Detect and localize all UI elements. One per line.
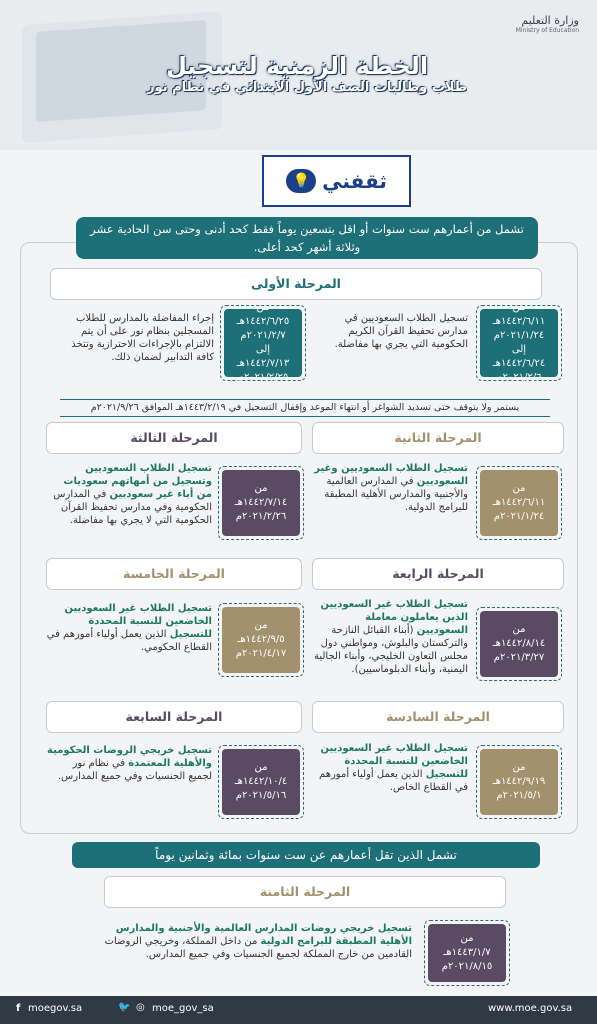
date-hijri: ١٤٤٢/٧/١٤هـ — [234, 497, 288, 508]
phase-3-desc — [46, 462, 212, 527]
intro-banner-2: تشمل الذين تقل أعمارهم عن ست سنوات بمائة وثمانين يوماً — [72, 842, 540, 868]
date-gregorian: ٢٠٢١/١/٢٤م — [493, 330, 545, 341]
date-gregorian: ٢٠٢١/١/٢٤م — [493, 511, 545, 522]
deadline-note: يستمر ولا يتوقف حتى تسديد الشواغر أو انتهاء الموعد وإقفال التسجيل في ١٤٤٣/٢/١٩هـ الموافق ٢٠٢١/٩/٢٦م — [60, 399, 550, 417]
date-gregorian: ٢٠٢١/٥/١م — [496, 790, 542, 801]
date-from-label: من — [512, 762, 526, 773]
phase-7-desc-text: في نظام نور لجميع الجنسيات وفي جميع المدارس. — [57, 758, 212, 782]
phase-1-desc-b: إجراء المفاضلة بالمدارس للطلاب المسجلين بنظام نور على أن يتم الالتزام بالإجراءات الاحترازية وتتخذ كافة التدابير لضمان ذلك. — [71, 313, 214, 363]
date-from-label: من — [254, 762, 268, 773]
phase-3-desc-highlight: تسجيل الطلاب السعوديين وتسجيل من أمهاتهم سعوديات من أباء غير سعوديين — [63, 463, 212, 500]
phase-2-desc-highlight: تسجيل الطلاب السعوديين وغير السعوديين — [314, 463, 468, 487]
phase-5-title: المرحلة الخامسة — [46, 558, 302, 590]
date-from-label: من — [512, 302, 526, 313]
facebook-icon[interactable]: f — [16, 1003, 21, 1014]
date-gregorian: ٢٠٢١/٥/١٦م — [235, 790, 287, 801]
phase-8-desc — [92, 922, 412, 961]
phase-5-desc-text: الذين يعمل أولياء أمورهم في القطاع الحكومي. — [46, 629, 212, 653]
phase-3-title: المرحلة الثالثة — [46, 422, 302, 454]
phase-6-title: المرحلة السادسة — [312, 701, 564, 733]
phase-3-desc-text: في المدارس الحكومية وفي مدارس تحفيظ القرآن الحكومية التي لا يجري بها مفاضلة. — [53, 489, 212, 526]
lightbulb-icon: 💡 — [286, 169, 316, 193]
phase-7-date — [218, 745, 304, 819]
phase-6-desc-highlight: تسجيل الطلاب غير السعوديين الخاضعين للنسبة المحددة للتسجيل — [320, 743, 468, 780]
phase-8-desc-highlight: تسجيل خريجي روضات المدارس العالمية والأجنبية والمدارس الأهلية المطبقة للبرامج الدولية — [115, 923, 412, 947]
date-from-label: من — [254, 620, 268, 631]
facebook-handle[interactable]: moegov.sa — [28, 1003, 83, 1014]
phase-4-desc — [312, 598, 468, 676]
brand-name: ثقفني — [322, 169, 387, 193]
date-gregorian: ٢٠٢١/٢/٢٦م — [235, 511, 287, 522]
date-from-label: من — [512, 624, 526, 635]
twitter-instagram-handle[interactable]: moe_gov_sa — [152, 1003, 214, 1014]
date-from-label: من — [254, 483, 268, 494]
phase-2-desc-text: في المدارس العالمية والأجنبية والمدارس الأهلية المطبقة للبرامج الدولية. — [324, 476, 468, 513]
date-hijri: ١٤٤٢/٦/٢٥هـ — [236, 316, 290, 327]
intro-banner: تشمل من أعمارهم ست سنوات أو اقل بتسعين يوماً فقط كحد أدنى وحتى سن الحادية عشر وثلاثة أشهر كحد أعلى. — [76, 217, 538, 259]
page-subtitle: طلاب وطالبات الصف الأول الابتدائي في نظام نور — [147, 80, 467, 95]
phase-4-date — [476, 607, 562, 681]
phase-2-date — [476, 466, 562, 540]
phase-7-desc — [46, 744, 212, 783]
phase-6-desc-text: الذين يعمل أولياء أمورهم في القطاع الخاص. — [319, 769, 468, 793]
brand-logo — [262, 155, 411, 207]
phase-1-date-b — [220, 302, 306, 383]
date-hijri: ١٤٤٢/٦/١١هـ — [492, 497, 546, 508]
date-hijri: ١٤٤٢/١٠/٤هـ — [234, 776, 288, 787]
date-gregorian: ٢٠٢١/٢/٦م — [496, 372, 542, 383]
date-hijri: ١٤٤٢/٧/١٣هـ — [236, 358, 290, 369]
twitter-icon[interactable]: 🐦 — [118, 1002, 131, 1013]
ministry-logo — [499, 14, 579, 50]
date-gregorian: ٢٠٢١/٣/٢٧م — [493, 652, 545, 663]
phase-2-desc — [312, 462, 468, 514]
date-hijri: ١٤٤٢/٨/١٤هـ — [492, 638, 546, 649]
phase-1-desc-a: تسجيل الطلاب السعوديين في مدارس تحفيظ القرآن الكريم الحكومية التي يجري بها مفاضلة. — [334, 313, 468, 350]
website-link[interactable]: www.moe.gov.sa — [488, 1003, 573, 1014]
phase-7-desc-highlight: تسجيل خريجي الروضات الحكومية والأهلية المعتمدة — [47, 745, 212, 769]
phase-5-desc-highlight: تسجيل الطلاب غير السعوديين الخاضعين للنسبة المحددة للتسجيل — [64, 603, 212, 640]
ministry-name-ar: وزارة التعليم — [521, 14, 579, 27]
phase-1-title: المرحلة الأولى — [50, 268, 542, 300]
phase-8-date — [424, 920, 510, 986]
phase-8-title: المرحلة الثامنة — [104, 876, 506, 908]
phase-5-desc — [46, 602, 212, 654]
phase-6-desc — [312, 742, 468, 794]
date-from-label: من — [256, 302, 270, 313]
date-hijri: ١٤٤٢/٩/٥هـ — [237, 634, 285, 645]
page-title: الخطة الزمنية لتسجيل — [165, 52, 429, 80]
date-hijri: ١٤٤٢/٦/٢٤هـ — [492, 358, 546, 369]
phase-3-date — [218, 466, 304, 540]
date-gregorian: ٢٠٢١/٢/٢٥م — [237, 372, 289, 383]
date-hijri: ١٤٤٢/٦/١١هـ — [492, 316, 546, 327]
date-hijri: ١٤٤٢/٩/١٩هـ — [492, 776, 546, 787]
date-from-label: من — [460, 933, 474, 944]
date-gregorian: ٢٠٢١/٨/١٥م — [441, 961, 493, 972]
date-to-label: إلى — [511, 344, 527, 355]
ministry-name-en: Ministry of Education — [515, 27, 579, 34]
phase-5-date — [218, 603, 304, 677]
header-banner — [0, 0, 597, 150]
phase-6-date — [476, 745, 562, 819]
phase-7-title: المرحلة السابعة — [46, 701, 302, 733]
instagram-icon[interactable]: ◎ — [136, 1002, 145, 1013]
phase-1-date-a — [476, 302, 562, 383]
phase-4-desc-highlight: تسجيل الطلاب غير السعوديين الذين يعاملون معاملة السعوديين — [320, 599, 468, 636]
date-hijri: ١٤٤٣/١/٧هـ — [443, 947, 491, 958]
footer — [0, 996, 597, 1024]
date-from-label: من — [512, 483, 526, 494]
date-to-label: إلى — [255, 344, 271, 355]
phase-4-title: المرحلة الرابعة — [312, 558, 564, 590]
phase-2-title: المرحلة الثانية — [312, 422, 564, 454]
date-gregorian: ٢٠٢١/٢/٧م — [240, 330, 286, 341]
phase-4-desc-text: (أبناء القبائل النازحة والتركستان والبلوش، ومواطني دول مجلس التعاون الخليجي، وأبناء الجالية اليمنية، وأبناء الدبلوماسيين). — [313, 625, 468, 675]
phase-8-desc-text: من داخل المملكة، وخريجي الروضات القادمين من خارج المملكة لجميع الجنسيات وفي جميع المدارس. — [104, 936, 412, 960]
date-gregorian: ٢٠٢١/٤/١٧م — [235, 648, 287, 659]
